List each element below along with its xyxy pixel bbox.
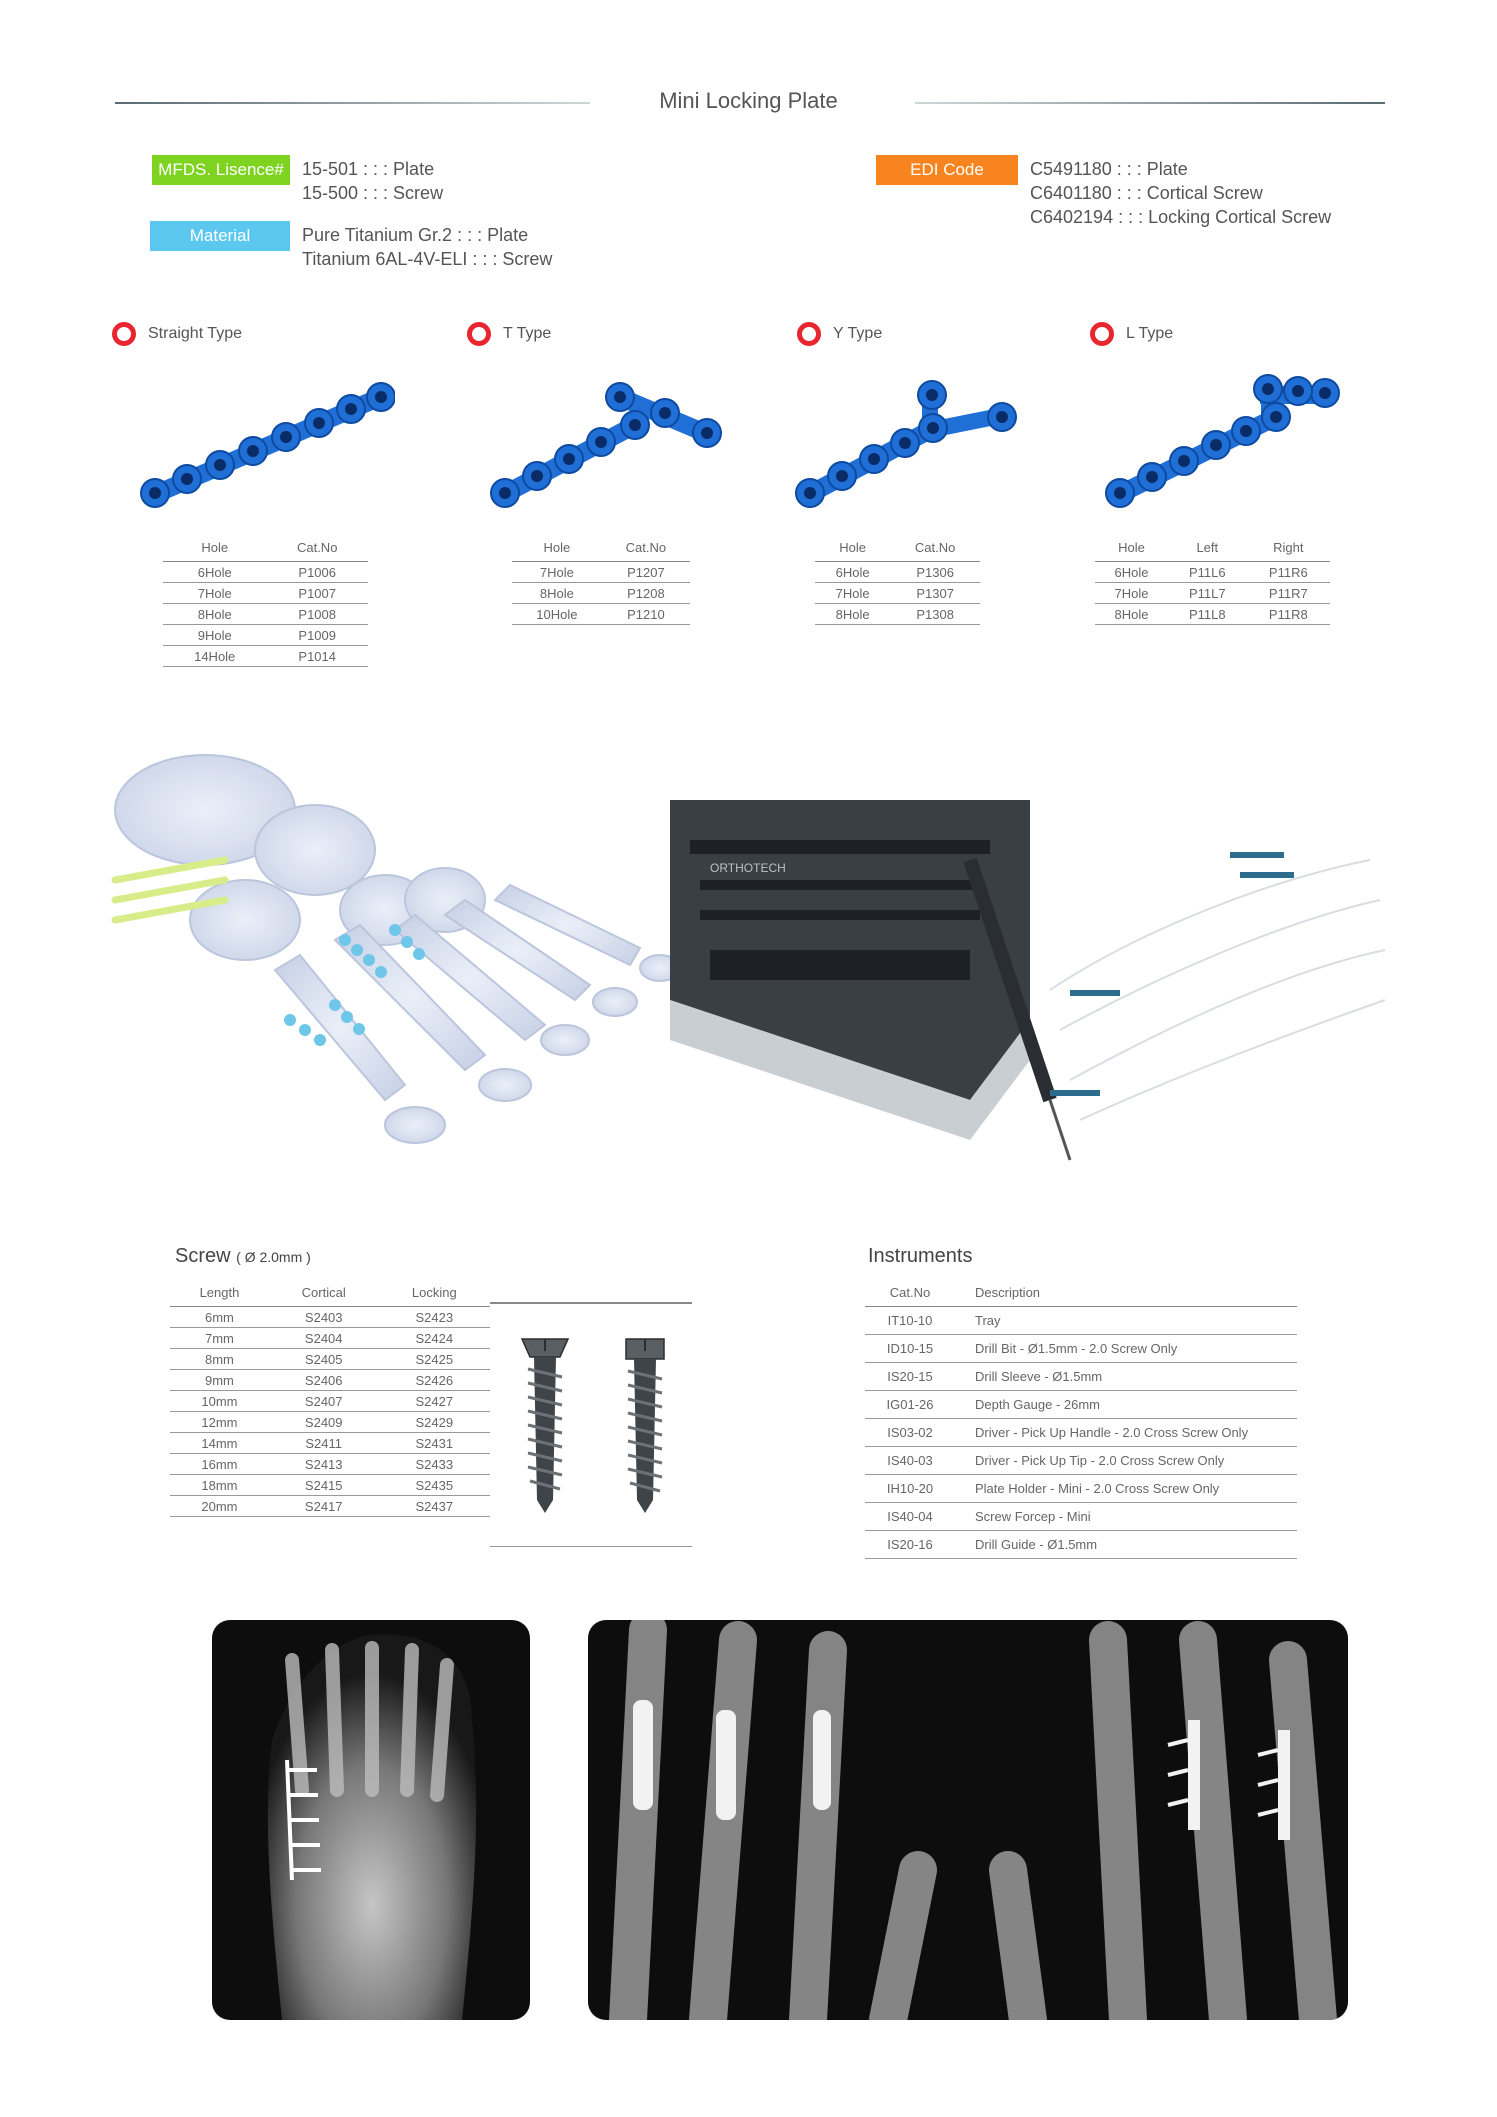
screw-table-bottom-line <box>490 1546 692 1547</box>
edi-cortical: C6401180 : : : Cortical Screw <box>1030 183 1263 203</box>
cell: S2433 <box>379 1454 490 1475</box>
cell: ID10-15 <box>865 1335 955 1363</box>
cell: 6Hole <box>163 562 266 583</box>
table-row <box>512 583 690 604</box>
instruments-section-title: Instruments <box>868 1245 973 1267</box>
cell: 6Hole <box>815 562 890 583</box>
page-title: Mini Locking Plate <box>659 88 838 113</box>
t-type-table <box>512 537 690 625</box>
header-rule-right <box>915 102 1385 104</box>
table-row <box>163 646 368 667</box>
radio-bullet-icon <box>467 322 491 346</box>
col-hole: Hole <box>815 537 890 562</box>
cell: P11L8 <box>1168 604 1247 625</box>
table-row <box>865 1447 1297 1475</box>
instrument-tray-illustration <box>670 800 1390 1220</box>
table-row <box>170 1349 490 1370</box>
cell: P1210 <box>602 604 690 625</box>
cell: 14mm <box>170 1433 269 1454</box>
col-catno: Cat.No <box>266 537 368 562</box>
cell: 20mm <box>170 1496 269 1517</box>
cell: 8mm <box>170 1349 269 1370</box>
table-row <box>815 562 980 583</box>
cell: 12mm <box>170 1412 269 1433</box>
cell: S2405 <box>269 1349 379 1370</box>
cell: 9Hole <box>163 625 266 646</box>
y-type-table <box>815 537 980 625</box>
material-info <box>302 223 552 271</box>
table-row <box>170 1307 490 1328</box>
screw-table-extension-line <box>490 1302 692 1304</box>
cell: S2425 <box>379 1349 490 1370</box>
table-row <box>170 1475 490 1496</box>
edi-info <box>1030 157 1331 229</box>
cell: 18mm <box>170 1475 269 1496</box>
cell: 10Hole <box>512 604 602 625</box>
cell: S2415 <box>269 1475 379 1496</box>
cell: P11L6 <box>1168 562 1247 583</box>
cell: P11L7 <box>1168 583 1247 604</box>
table-row <box>1095 562 1330 583</box>
cell: S2417 <box>269 1496 379 1517</box>
cell: 8Hole <box>815 604 890 625</box>
cell: IH10-20 <box>865 1475 955 1503</box>
cell: P1308 <box>890 604 980 625</box>
license-plate: 15-501 : : : Plate <box>302 159 435 179</box>
cell: 8Hole <box>1095 604 1168 625</box>
cell: Drill Sleeve - Ø1.5mm <box>955 1363 1297 1391</box>
t-type-heading <box>467 322 551 346</box>
cell: 14Hole <box>163 646 266 667</box>
cell: 10mm <box>170 1391 269 1412</box>
cell: 7mm <box>170 1328 269 1349</box>
l-type-heading <box>1090 322 1173 346</box>
table-row <box>170 1496 490 1517</box>
y-type-heading <box>797 322 882 346</box>
cell: Depth Gauge - 26mm <box>955 1391 1297 1419</box>
table-row <box>170 1370 490 1391</box>
cell: S2424 <box>379 1328 490 1349</box>
t-type-label: T Type <box>503 325 552 342</box>
table-row <box>170 1328 490 1349</box>
col-left: Left <box>1168 537 1247 562</box>
screw-spec: ( Ø 2.0mm ) <box>236 1249 311 1265</box>
cell: S2426 <box>379 1370 490 1391</box>
cell: P1009 <box>266 625 368 646</box>
col-cortical: Cortical <box>269 1282 379 1307</box>
tray-brand-label: ORTHOTECH <box>710 861 786 875</box>
cell: S2435 <box>379 1475 490 1496</box>
material-badge: Material <box>150 221 290 251</box>
cell: S2413 <box>269 1454 379 1475</box>
radio-bullet-icon <box>797 322 821 346</box>
screw-section-title <box>175 1245 311 1268</box>
cell: IG01-26 <box>865 1391 955 1419</box>
cortical-screw-image <box>520 1335 570 1515</box>
col-hole: Hole <box>512 537 602 562</box>
instruments-table <box>865 1282 1297 1559</box>
cell: Drill Guide - Ø1.5mm <box>955 1531 1297 1559</box>
table-row <box>512 562 690 583</box>
cell: S2411 <box>269 1433 379 1454</box>
radio-bullet-icon <box>112 322 136 346</box>
table-row <box>865 1335 1297 1363</box>
table-row <box>163 604 368 625</box>
table-row <box>815 604 980 625</box>
col-catno: Cat.No <box>865 1282 955 1307</box>
cell: P11R7 <box>1247 583 1330 604</box>
cell: Driver - Pick Up Tip - 2.0 Cross Screw Only <box>955 1447 1297 1475</box>
y-type-label: Y Type <box>833 325 883 342</box>
cell: IS20-16 <box>865 1531 955 1559</box>
foot-xray-image <box>212 1620 530 2020</box>
cell: S2409 <box>269 1412 379 1433</box>
table-row <box>865 1419 1297 1447</box>
hand-xray-image <box>588 1620 1348 2020</box>
locking-screw-image <box>620 1335 670 1515</box>
screw-title: Screw <box>175 1245 231 1267</box>
table-row <box>865 1531 1297 1559</box>
table-row <box>170 1433 490 1454</box>
straight-type-label: Straight Type <box>148 325 242 342</box>
col-right: Right <box>1247 537 1330 562</box>
table-row <box>170 1391 490 1412</box>
cell: IS20-15 <box>865 1363 955 1391</box>
edi-plate: C5491180 : : : Plate <box>1030 159 1188 179</box>
cell: IS03-02 <box>865 1419 955 1447</box>
edi-locking: C6402194 : : : Locking Cortical Screw <box>1030 207 1332 227</box>
material-screw: Titanium 6AL-4V-ELI : : : Screw <box>302 249 553 269</box>
cell: Driver - Pick Up Handle - 2.0 Cross Screw Only <box>955 1419 1297 1447</box>
cell: IT10-10 <box>865 1307 955 1335</box>
cell: S2431 <box>379 1433 490 1454</box>
cell: 9mm <box>170 1370 269 1391</box>
table-row <box>865 1391 1297 1419</box>
table-row <box>815 583 980 604</box>
cell: Screw Forcep - Mini <box>955 1503 1297 1531</box>
table-row <box>865 1363 1297 1391</box>
straight-plate-image <box>135 375 395 515</box>
l-type-label: L Type <box>1126 325 1174 342</box>
table-row <box>865 1503 1297 1531</box>
cell: P11R8 <box>1247 604 1330 625</box>
license-badge: MFDS. Lisence# <box>152 155 290 185</box>
table-row <box>1095 583 1330 604</box>
col-length: Length <box>170 1282 269 1307</box>
cell: S2403 <box>269 1307 379 1328</box>
cell: Drill Bit - Ø1.5mm - 2.0 Screw Only <box>955 1335 1297 1363</box>
cell: 7Hole <box>512 562 602 583</box>
col-description: Description <box>955 1282 1297 1307</box>
cell: P1006 <box>266 562 368 583</box>
cell: S2429 <box>379 1412 490 1433</box>
y-plate-image <box>790 375 1030 515</box>
cell: P1306 <box>890 562 980 583</box>
cell: S2437 <box>379 1496 490 1517</box>
col-hole: Hole <box>163 537 266 562</box>
table-row <box>163 625 368 646</box>
cell: IS40-04 <box>865 1503 955 1531</box>
cell: 6Hole <box>1095 562 1168 583</box>
cell: 7Hole <box>815 583 890 604</box>
table-row <box>865 1475 1297 1503</box>
table-row <box>170 1454 490 1475</box>
table-row <box>865 1307 1297 1335</box>
cell: S2407 <box>269 1391 379 1412</box>
cell: 8Hole <box>163 604 266 625</box>
cell: 6mm <box>170 1307 269 1328</box>
cell: P1208 <box>602 583 690 604</box>
screw-table <box>170 1282 490 1517</box>
cell: P1008 <box>266 604 368 625</box>
col-hole: Hole <box>1095 537 1168 562</box>
cell: P1014 <box>266 646 368 667</box>
cell: S2423 <box>379 1307 490 1328</box>
cell: P1307 <box>890 583 980 604</box>
table-row <box>163 583 368 604</box>
cell: Tray <box>955 1307 1297 1335</box>
cell: 7Hole <box>1095 583 1168 604</box>
cell: S2406 <box>269 1370 379 1391</box>
material-plate: Pure Titanium Gr.2 : : : Plate <box>302 225 529 245</box>
straight-type-heading <box>112 322 242 346</box>
col-locking: Locking <box>379 1282 490 1307</box>
table-row <box>512 604 690 625</box>
cell: 7Hole <box>163 583 266 604</box>
edi-badge: EDI Code <box>876 155 1018 185</box>
l-type-table <box>1095 537 1330 625</box>
cell: P1007 <box>266 583 368 604</box>
table-row <box>163 562 368 583</box>
t-plate-image <box>485 375 725 515</box>
cell: S2404 <box>269 1328 379 1349</box>
l-plate-image <box>1100 365 1340 515</box>
cell: IS40-03 <box>865 1447 955 1475</box>
cell: 16mm <box>170 1454 269 1475</box>
cell: S2427 <box>379 1391 490 1412</box>
table-row <box>170 1412 490 1433</box>
table-row <box>1095 604 1330 625</box>
license-screw: 15-500 : : : Screw <box>302 183 444 203</box>
col-catno: Cat.No <box>602 537 690 562</box>
cell: P11R6 <box>1247 562 1330 583</box>
straight-type-table <box>163 537 368 667</box>
cell: 8Hole <box>512 583 602 604</box>
col-catno: Cat.No <box>890 537 980 562</box>
foot-skeleton-illustration <box>85 740 685 1200</box>
cell: P1207 <box>602 562 690 583</box>
license-info <box>302 157 443 205</box>
cell: Plate Holder - Mini - 2.0 Cross Screw Only <box>955 1475 1297 1503</box>
radio-bullet-icon <box>1090 322 1114 346</box>
